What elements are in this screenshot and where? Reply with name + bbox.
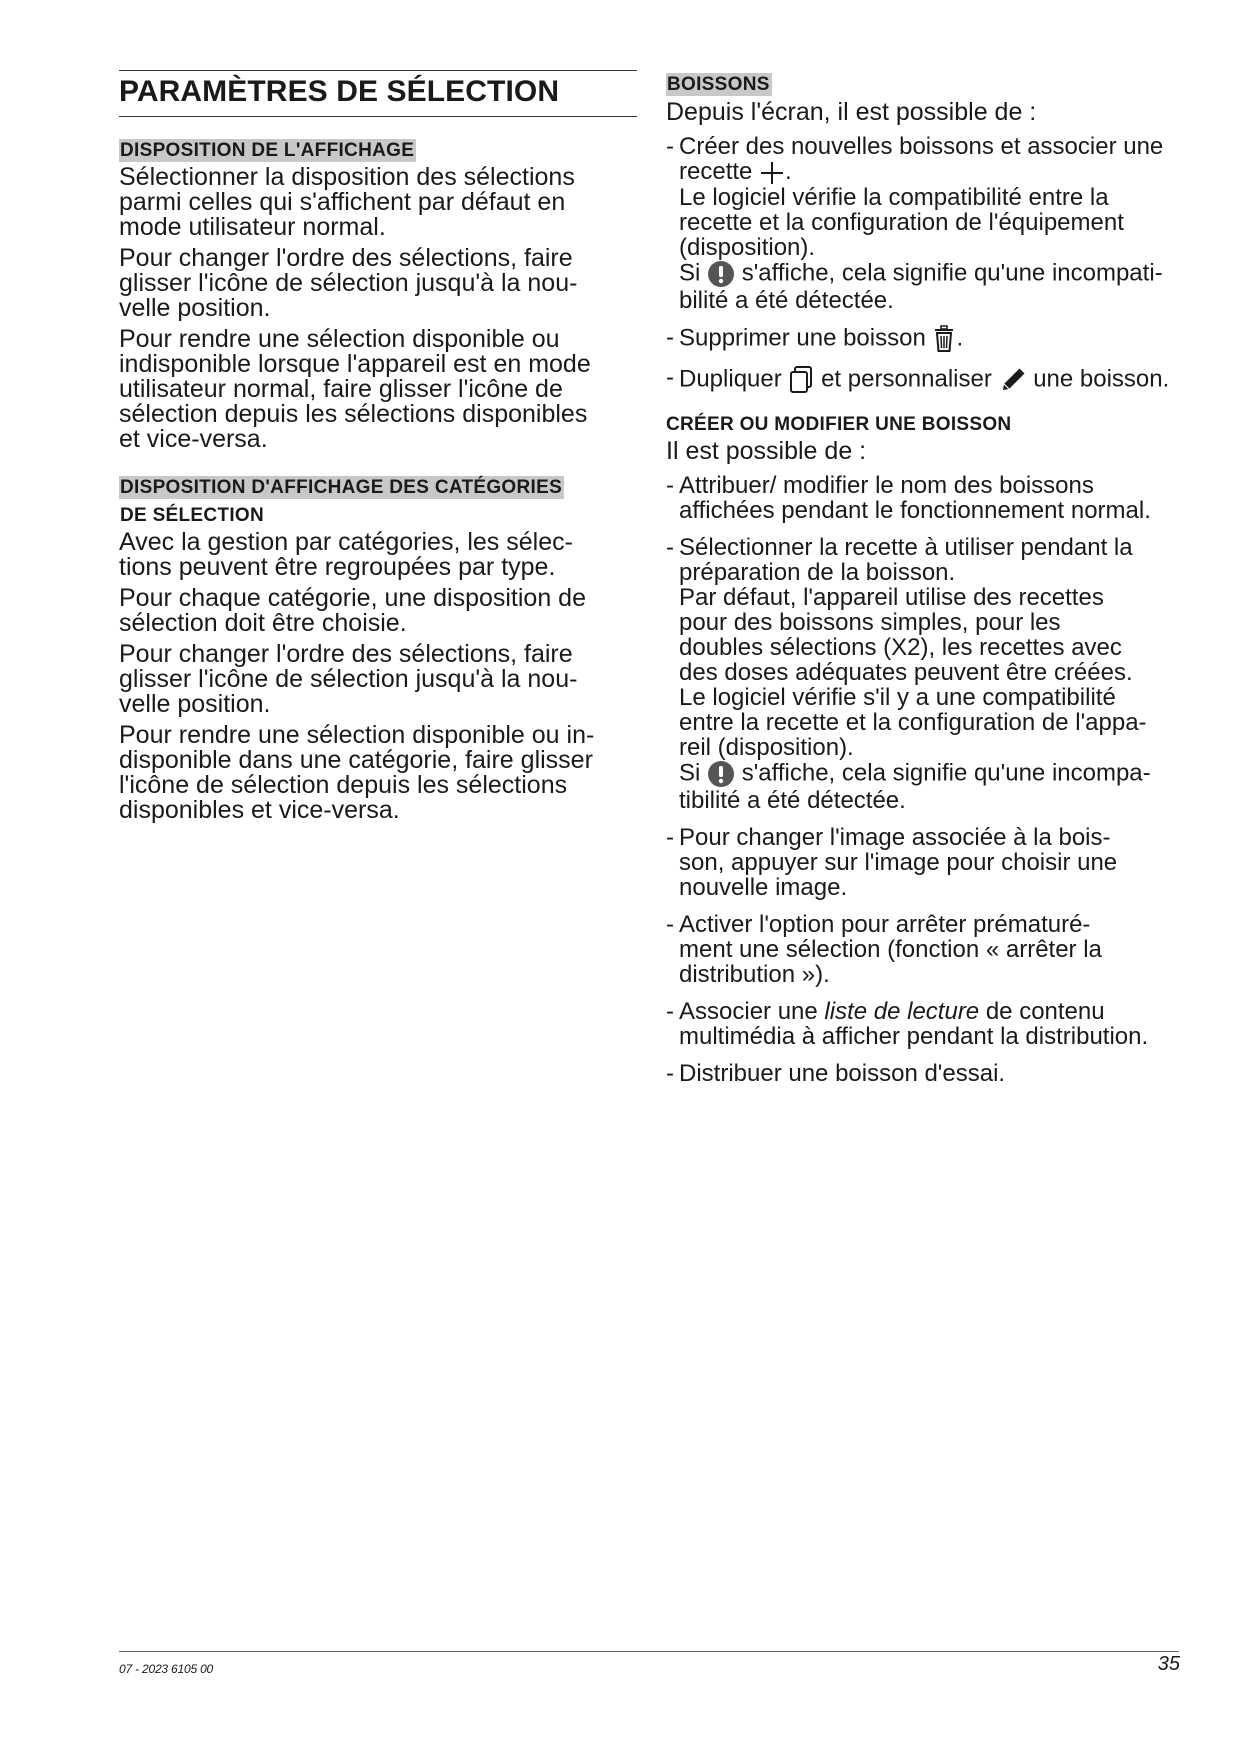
text-line: doubles sélections (X2), les recettes avec	[679, 633, 1122, 661]
section-subheading: DE SÉLECTION	[120, 505, 265, 526]
left-column	[119, 70, 637, 823]
text-line: velle position.	[119, 690, 271, 718]
text-line: tibilité a été détectée.	[679, 786, 906, 814]
text-line: tions peuvent être regroupées par type.	[119, 553, 556, 581]
text-line: Créer des nouvelles boissons et associer une	[679, 133, 1164, 160]
warning-icon	[707, 760, 735, 788]
text-line	[679, 159, 1198, 185]
section-heading: CRÉER OU MODIFIER UNE BOISSON	[666, 413, 1012, 435]
text-line: Pour rendre une sélection disponible ou in-	[119, 721, 595, 749]
page-number: 35	[1157, 1653, 1180, 1675]
text-line: recette et la configuration de l'équipement	[679, 208, 1124, 236]
section-heading: DISPOSITION D'AFFICHAGE DES CATÉGORIES	[120, 477, 563, 498]
text-line: Pour chaque catégorie, une disposition de	[119, 584, 586, 612]
right-column	[666, 73, 1198, 1086]
text-line: mode utilisateur normal.	[119, 213, 386, 241]
text-line: sélection depuis les sélections disponibles	[119, 400, 588, 428]
text-fragment: .	[785, 158, 792, 185]
text-line: ment une sélection (fonction « arrêter la	[679, 935, 1102, 963]
text-line: des doses adéquates peuvent être créées.	[679, 658, 1133, 686]
text-line: sélection doit être choisie.	[119, 609, 407, 637]
warning-icon	[707, 260, 735, 288]
section-disposition-categories	[119, 476, 637, 823]
list-item: - Sélectionner la recette à utiliser pendant la préparation de la boisson. Par défaut, l'appareil utilise des recettes pour des boissons simples, pour les doubles sélections (X2), les recettes avec des doses adéquates peuvent être créées. Le logiciel vérifie s'il y a une compatibilité entre la recette et la configuration de l'appa- reil (disposition). Si s'affiche, cela signifie qu'une incompa- tibilité a été détectée.	[666, 535, 1198, 813]
text-line: velle position.	[119, 294, 271, 322]
text-line: indisponible lorsque l'appareil est en mode	[119, 350, 591, 378]
text-line: (disposition).	[679, 233, 816, 261]
text-line: son, appuyer sur l'image pour choisir une	[679, 848, 1118, 876]
list-item: - Activer l'option pour arrêter prématuré- ment une sélection (fonction « arrêter la distribution »).	[666, 912, 1198, 987]
plus-icon	[759, 161, 785, 185]
duplicate-icon	[788, 365, 814, 395]
text-line: Pour rendre une sélection disponible ou	[119, 325, 560, 353]
list-item: - Dupliquer et personnaliser une boisson.	[666, 365, 1198, 395]
text-line: reil (disposition).	[679, 733, 854, 761]
text-line: entre la recette et la configuration de l'appa-	[679, 708, 1147, 736]
text-fragment: Si	[679, 259, 701, 286]
list-item: - Distribuer une boisson d'essai.	[666, 1061, 1198, 1086]
text-line: glisser l'icône de sélection jusqu'à la nou-	[119, 665, 578, 693]
text-fragment: Si	[679, 759, 701, 786]
section-disposition-affichage	[119, 139, 637, 452]
text-fragment: Supprimer une boisson	[679, 324, 926, 351]
intro-text: Depuis l'écran, il est possible de :	[666, 98, 1037, 126]
text-fragment-italic: liste de lecture	[824, 997, 980, 1025]
text-line: préparation de la boisson.	[679, 558, 956, 586]
paragraph	[119, 530, 637, 580]
text-line: bilité a été détectée.	[679, 286, 894, 314]
text-fragment: une boisson.	[1033, 365, 1170, 392]
list-item: - Pour changer l'image associée à la bois- son, appuyer sur l'image pour choisir une nouvelle image.	[666, 825, 1198, 900]
text-line: Attribuer/ modifier le nom des boissons	[679, 471, 1094, 499]
text-line: Activer l'option pour arrêter prématuré-	[679, 910, 1091, 938]
text-line: glisser l'icône de sélection jusqu'à la nou-	[119, 269, 578, 297]
intro-text: Il est possible de :	[666, 436, 867, 465]
boissons-list	[666, 134, 1198, 395]
list-item: - Associer une liste de lecture de contenu multimédia à afficher pendant la distribution.	[666, 999, 1198, 1049]
paragraph	[119, 246, 637, 321]
trash-icon	[932, 325, 956, 353]
text-line: l'icône de sélection depuis les sélections	[119, 771, 568, 799]
text-line: pour des boissons simples, pour les	[679, 608, 1061, 636]
text-line: Le logiciel vérifie s'il y a une compatibilité	[679, 683, 1116, 711]
text-fragment: et personnaliser	[821, 365, 992, 392]
text-line: Distribuer une boisson d'essai.	[679, 1059, 1006, 1087]
text-line: multimédia à afficher pendant la distribution.	[679, 1022, 1149, 1050]
text-fragment: Associer une	[679, 997, 825, 1025]
list-item: - Attribuer/ modifier le nom des boissons affichées pendant le fonctionnement normal.	[666, 473, 1198, 523]
page-title: PARAMÈTRES DE SÉLECTION	[119, 70, 637, 117]
footer-doc-code: 07 - 2023 6105 00	[119, 1662, 214, 1676]
paragraph	[119, 586, 637, 636]
text-fragment: s'affiche, cela signifie qu'une incompati-	[741, 259, 1163, 286]
text-line: parmi celles qui s'affichent par défaut en	[119, 188, 566, 216]
paragraph	[119, 723, 637, 823]
text-line: Avec la gestion par catégories, les sélec-	[119, 528, 573, 556]
text-line: distribution »).	[679, 960, 830, 988]
pencil-icon	[999, 366, 1027, 394]
paragraph	[119, 327, 637, 452]
text-line: Par défaut, l'appareil utilise des recettes	[679, 583, 1104, 611]
section-heading: DISPOSITION DE L'AFFICHAGE	[120, 140, 415, 161]
paragraph	[119, 642, 637, 717]
footer-divider	[119, 1651, 1179, 1652]
text-line: utilisateur normal, faire glisser l'icône de	[119, 375, 563, 403]
section-creer-modifier	[666, 414, 1198, 1086]
text-fragment: .	[956, 324, 964, 351]
text-line: affichées pendant le fonctionnement normal.	[679, 496, 1151, 524]
creer-list	[666, 473, 1198, 1086]
section-heading: BOISSONS	[667, 74, 770, 95]
text-fragment: s'affiche, cela signifie qu'une incompa-	[741, 759, 1151, 786]
text-line: Pour changer l'ordre des sélections, faire	[119, 640, 573, 668]
text-line: Pour changer l'image associée à la bois-	[679, 823, 1111, 851]
text-line: Pour changer l'ordre des sélections, faire	[119, 244, 573, 272]
text-line: Le logiciel vérifie la compatibilité entre la	[679, 183, 1109, 211]
list-item: - Supprimer une boisson .	[666, 323, 964, 351]
text-line: Sélectionner la disposition des sélections	[119, 163, 575, 191]
list-item: - Créer des nouvelles boissons et associer une recette . Le logiciel vérifie la compatibilité entre la recette et la configuration de l'équipement (disposition). Si s'affiche, cela signifie qu'une incompati- bilité a été détectée.	[666, 134, 1198, 313]
text-fragment: de contenu	[979, 997, 1105, 1025]
text-line	[679, 999, 1198, 1024]
text-line: Sélectionner la recette à utiliser pendant la	[679, 533, 1133, 561]
text-line: disponible dans une catégorie, faire glisser	[119, 746, 593, 774]
text-line: nouvelle image.	[679, 873, 848, 901]
text-fragment: recette	[679, 158, 753, 185]
text-fragment: Dupliquer	[679, 365, 782, 392]
text-line: disponibles et vice-versa.	[119, 796, 400, 824]
paragraph	[119, 165, 637, 240]
text-line: et vice-versa.	[119, 425, 268, 453]
text-line	[679, 760, 1198, 788]
text-line	[679, 260, 1198, 288]
